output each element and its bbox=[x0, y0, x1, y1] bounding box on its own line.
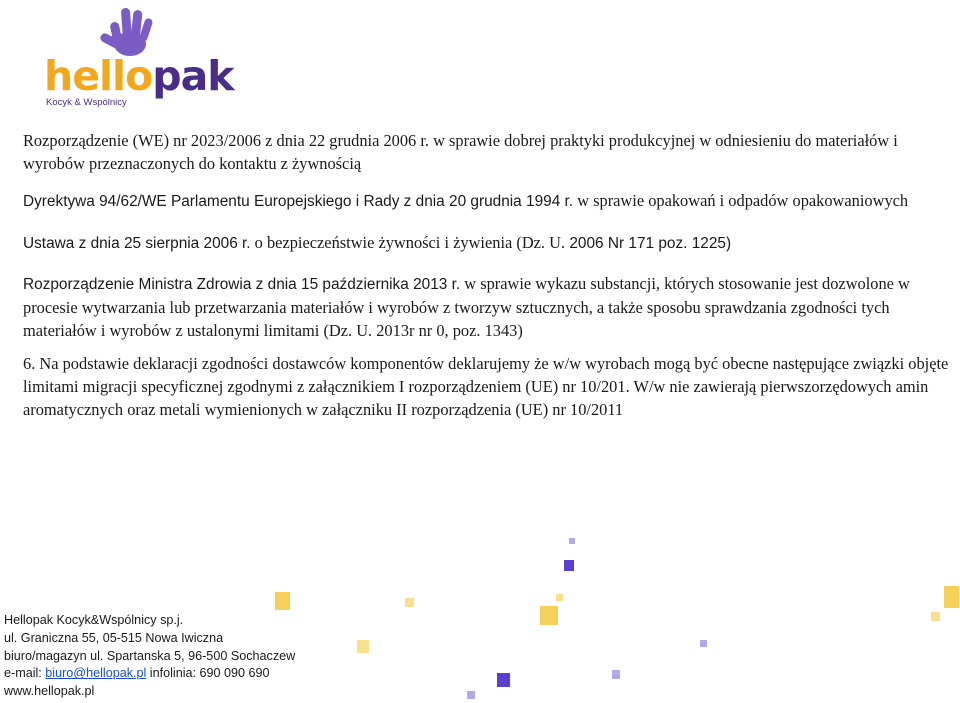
footer-email-link[interactable]: biuro@hellopak.pl bbox=[45, 666, 147, 681]
square-purple-2 bbox=[497, 673, 510, 687]
footer-address: ul. Graniczna 55, 05-515 Nowa Iwiczna bbox=[4, 630, 224, 645]
square-yellow-3 bbox=[944, 586, 959, 608]
square-purple-1 bbox=[564, 560, 574, 571]
square-light-purple-1 bbox=[569, 538, 575, 544]
company-footer bbox=[4, 612, 295, 701]
footer-website[interactable]: www.hellopak.pl bbox=[4, 684, 95, 699]
square-light-yellow-1 bbox=[357, 640, 369, 653]
square-light-purple-2 bbox=[467, 691, 475, 699]
square-light-purple-4 bbox=[700, 640, 707, 647]
directive-subject: w sprawie opakowań i odpadów opakowaniowych bbox=[573, 191, 909, 210]
square-light-yellow-3 bbox=[405, 598, 414, 607]
logo-wordmark: hellopak bbox=[44, 52, 234, 100]
footer-warehouse: biuro/magazyn ul. Spartanska 5, 96-500 Sochaczew bbox=[4, 648, 296, 663]
footer-email-label: e-mail: bbox=[4, 666, 46, 681]
footer-company-name: Hellopak Kocyk&Wspólnicy sp.j. bbox=[4, 613, 184, 627]
minister-regulation-title: Rozporządzenie Ministra Zdrowia z dnia 15 października 2013 r. bbox=[23, 276, 461, 293]
square-light-yellow-2 bbox=[556, 594, 563, 601]
regulation-minister-health-2013 bbox=[23, 272, 958, 342]
declaration-point-6: 6. Na podstawie deklaracji zgodności dostawców komponentów deklarujemy że w/w wyrobach mogą być obecne następujące związki objęte limitami migracji specyficznej zgodnymi z załącznikiem I rozporządzeniem (UE) nr 10/201. W/w nie zawierają pierwszorzędowych amin aromatycznych oraz metali wymienionych w załączniku II rozporządzenia (UE) nr 10/2011 bbox=[23, 354, 949, 419]
square-light-yellow-4 bbox=[931, 612, 940, 621]
square-yellow-1 bbox=[275, 592, 290, 610]
act-2006-food-safety bbox=[23, 231, 958, 255]
footer-hotline: infolinia: 690 090 690 bbox=[146, 666, 270, 681]
act-reference: 2006 Nr 171 poz. 1225) bbox=[565, 235, 732, 252]
regulation-ec-2023-2006: Rozporządzenie (WE) nr 2023/2006 z dnia 22 grudnia 2006 r. w sprawie dobrej praktyki produkcyjnej w odniesieniu do materiałów i wyrobów przeznaczonych do kontaktu z żywnością bbox=[23, 131, 898, 173]
logo-tagline: Kocyk & Wspólnicy bbox=[46, 97, 127, 108]
directive-title: Dyrektywa 94/62/WE Parlamentu Europejskiego i Rady z dnia 20 grudnia 1994 r. bbox=[23, 193, 574, 210]
square-light-purple-3 bbox=[612, 670, 620, 679]
hellopak-logo bbox=[40, 4, 234, 112]
act-title: Ustawa z dnia 25 sierpnia 2006 r. bbox=[23, 235, 251, 252]
directive-94-62-we bbox=[23, 189, 958, 213]
minister-regulation-subject: w sprawie wykazu substancji, których stosowanie jest dozwolone w procesie wytwarzania lub przetwarzania materiałów i wyrobów z tworzyw sztucznych, a także sposobu sprawdzania zgodności tych materiałów i wyrobów z ustalonymi limitami (Dz. U. 2013r nr 0, poz. 1343) bbox=[23, 274, 910, 340]
footer-contact bbox=[4, 665, 295, 683]
act-subject: o bezpieczeństwie żywności i żywienia (Dz. U. bbox=[250, 233, 566, 252]
square-yellow-2 bbox=[540, 606, 558, 625]
